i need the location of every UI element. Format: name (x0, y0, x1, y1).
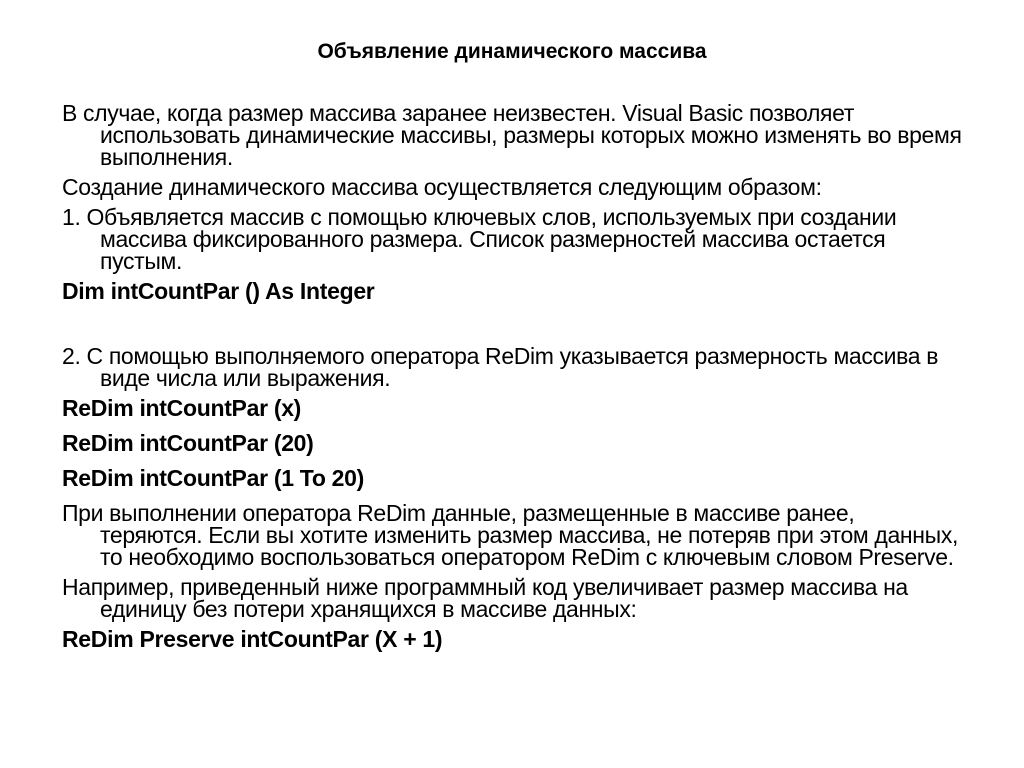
paragraph-redim-note: При выполнении оператора ReDim данные, размещенные в массиве ранее, теряются. Если вы хотите изменить размер массива, не потеряв при этом данных, то необходимо воспользоваться оператором ReDim с ключевым словом Preserve. (62, 500, 959, 570)
code-redim-1-to-20: ReDim intCountPar (1 To 20) (62, 465, 364, 491)
code-redim-20: ReDim intCountPar (20) (62, 430, 314, 456)
paragraph-creation: Создание динамического массива осуществляется следующим образом: (62, 174, 822, 200)
paragraph-step-1: 1. Объявляется массив с помощью ключевых слов, используемых при создании массива фиксированного размера. Список размерностей массива остается пустым. (62, 204, 897, 274)
spacer (62, 314, 962, 345)
paragraph-step-2: 2. С помощью выполняемого оператора ReDim указывается размерность массива в виде числа или выражения. (62, 343, 939, 391)
code-redim-x: ReDim intCountPar (x) (62, 395, 302, 421)
paragraph-intro: В случае, когда размер массива заранее неизвестен. Visual Basic позволяет использовать динамические массивы, размеры которых можно изменять во время выполнения. (62, 100, 962, 170)
code-redim-preserve: ReDim Preserve intCountPar (X + 1) (62, 626, 443, 652)
slide-title: Объявление динамического массива (317, 40, 707, 63)
slide-content (62, 102, 962, 662)
code-dim: Dim intCountPar () As Integer (62, 278, 375, 304)
paragraph-example: Например, приведенный ниже программный код увеличивает размер массива на единицу без потери хранящихся в массиве данных: (62, 574, 908, 622)
